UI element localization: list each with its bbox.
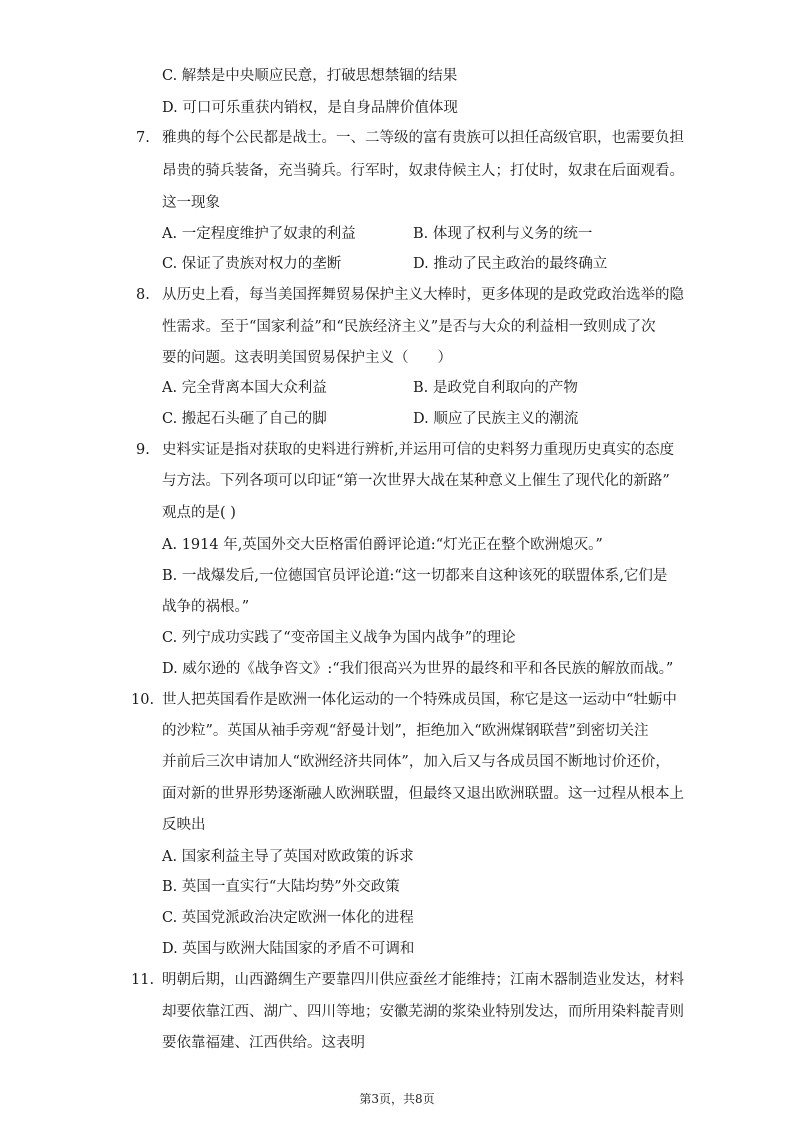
page-footer: 第3页，共8页	[359, 1092, 435, 1106]
prev-option-c: C. 解禁是中央顺应民意，打破思想禁锢的结果	[162, 68, 458, 84]
q8-option-d: D. 顺应了民族主义的潮流	[413, 411, 579, 427]
q8-option-b: B. 是政党自利取向的产物	[413, 380, 578, 396]
q9-stem-line-2: 与方法。下列各项可以印证“第一次世界大战在某种意义上催生了现代化的新路”	[162, 473, 670, 489]
q10-stem-line-5: 反映出	[162, 817, 206, 833]
q10-number: 10.	[131, 692, 155, 708]
q9-option-d: D. 威尔逊的《战争咨文》:“我们很高兴为世界的最终和平和各民族的解放而战。”	[162, 661, 674, 677]
q9-stem-line-1: 史料实证是指对获取的史料进行辨析,并运用可信的史料努力重现历史真实的态度	[162, 442, 675, 458]
q10-stem-line-4: 面对新的世界形势逐渐融人欧洲联盟，但最终又退出欧洲联盟。这一过程从根本上	[162, 786, 684, 802]
q7-stem-line-1: 雅典的每个公民都是战士。一、二等级的富有贵族可以担任高级官职，也需要负担	[162, 130, 684, 146]
q11-number: 11.	[131, 972, 155, 988]
q8-stem-line-2: 性需求。至于“国家利益”和“民族经济主义”是否与大众的利益相一致则成了次	[162, 319, 656, 335]
q10-option-a: A. 国家利益主导了英国对欧政策的诉求	[162, 849, 414, 865]
q9-option-b-line-2: 战争的祸根。”	[162, 599, 250, 615]
q9-number: 9.	[136, 442, 150, 458]
q11-stem-line-2: 却要依靠江西、湖广、四川等地；安徽芜湖的浆染业特别发达，而所用染料靛青则	[162, 1004, 684, 1020]
q8-stem-line-1: 从历史上看，每当美国挥舞贸易保护主义大棒时，更多体现的是政党政治选举的隐	[162, 287, 684, 303]
q7-option-b: B. 体现了权利与义务的统一	[413, 226, 593, 242]
q7-option-d: D. 推动了民主政治的最终确立	[413, 256, 608, 272]
q10-stem-line-3: 并前后三次申请加人“欧洲经济共同体”，加入后又与各成员国不断地讨价还价，	[162, 754, 670, 770]
q7-number: 7.	[136, 130, 150, 146]
q7-stem-line-3: 这一现象	[162, 195, 220, 211]
q10-option-c: C. 英国党派政治决定欧洲一体化的进程	[162, 910, 414, 926]
q8-stem-line-3: 要的问题。这表明美国贸易保护主义（ ）	[162, 350, 452, 366]
q7-option-a: A. 一定程度维护了奴隶的利益	[162, 226, 356, 242]
q9-stem-line-3: 观点的是( )	[162, 505, 236, 521]
q8-option-a: A. 完全背离本国大众利益	[162, 380, 327, 396]
q8-number: 8.	[136, 287, 150, 303]
q9-option-b-line-1: B. 一战爆发后,一位德国官员评论道:“这一切都来自这种该死的联盟体系,它们是	[162, 568, 668, 584]
q9-option-a: A. 1914 年,英国外交大臣格雷伯爵评论道:“灯光正在整个欧洲熄灭。”	[162, 537, 603, 553]
q11-stem-line-1: 明朝后期，山西潞绸生产要靠四川供应蚕丝才能维持；江南木器制造业发达，材料	[162, 972, 684, 988]
q10-stem-line-2: 的沙粒”。英国从袖手旁观“舒曼计划”，拒绝加入“欧洲煤钢联营”到密切关注	[162, 723, 649, 739]
q11-stem-line-3: 要依靠福建、江西供给。这表明	[162, 1035, 365, 1051]
q7-option-c: C. 保证了贵族对权力的垄断	[162, 256, 342, 272]
q8-option-c: C. 搬起石头砸了自己的脚	[162, 411, 327, 427]
q9-option-c: C. 列宁成功实践了“变帝国主义战争为国内战争”的理论	[162, 630, 516, 646]
q10-option-b: B. 英国一直实行“大陆均势”外交政策	[162, 879, 400, 895]
q10-option-d: D. 英国与欧洲大陆国家的矛盾不可调和	[162, 941, 415, 957]
q7-stem-line-2: 昂贵的骑兵装备，充当骑兵。行军时，奴隶侍候主人；打仗时，奴隶在后面观看。	[162, 163, 684, 179]
prev-option-d: D. 可口可乐重获内销权，是自身品牌价值体现	[162, 100, 458, 116]
q10-stem-line-1: 世人把英国看作是欧洲一体化运动的一个特殊成员国，称它是这一运动中“牡蛎中	[162, 692, 677, 708]
